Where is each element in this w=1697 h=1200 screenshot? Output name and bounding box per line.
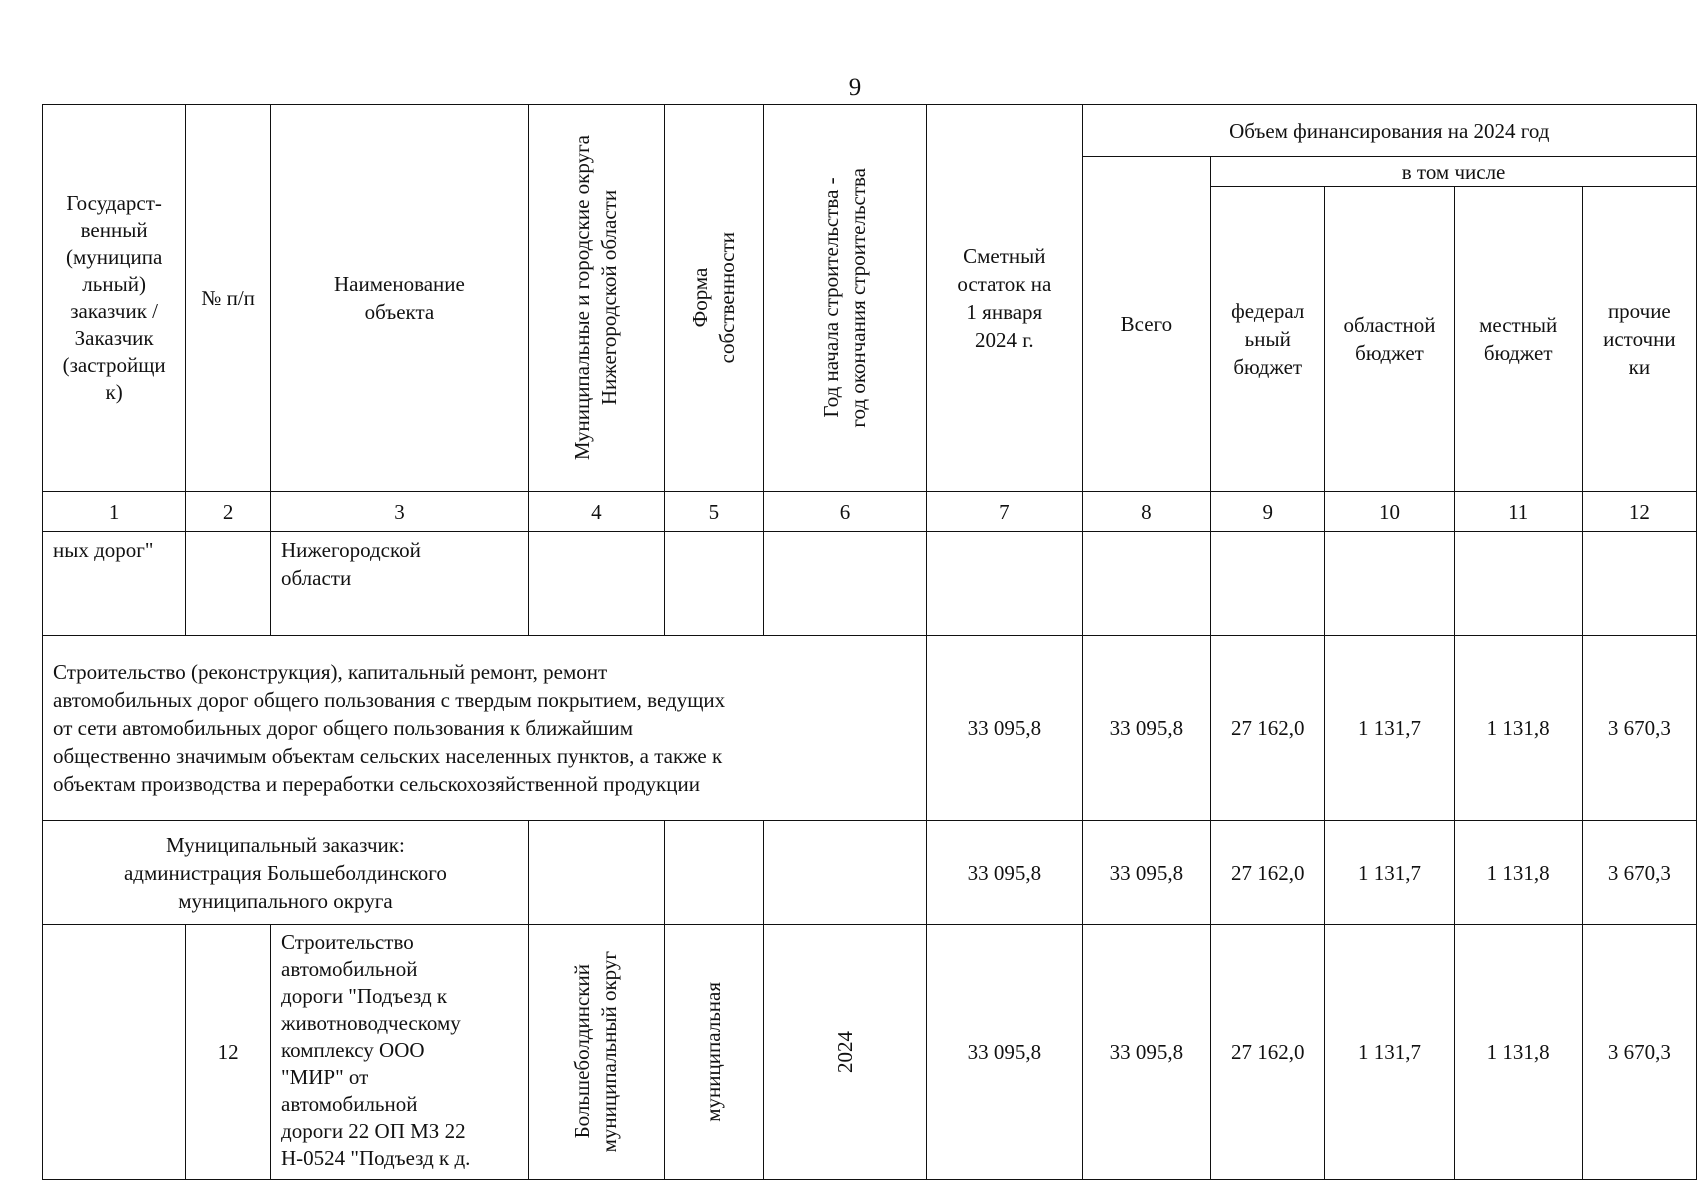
object-row (43, 925, 1697, 1180)
customer-row (43, 821, 1697, 925)
object-total: 33 095,8 (1082, 925, 1211, 1180)
empty-cell (664, 821, 763, 925)
empty-cell (1454, 532, 1582, 636)
column-number: 10 (1325, 492, 1454, 532)
header-other: прочие источни ки (1582, 187, 1696, 492)
section-local: 1 131,8 (1454, 636, 1582, 821)
continuation-num (186, 532, 271, 636)
object-year-text: 2024 (832, 1031, 857, 1073)
section-federal: 27 162,0 (1211, 636, 1325, 821)
header-years-text: Год начала строительства - год окончания строительства (819, 168, 870, 428)
object-local: 1 131,8 (1454, 925, 1582, 1180)
section-estimate: 33 095,8 (927, 636, 1083, 821)
object-estimate: 33 095,8 (927, 925, 1083, 1180)
empty-cell (1325, 532, 1454, 636)
continuation-object-name: Нижегородской области (271, 532, 529, 636)
column-number: 2 (186, 492, 271, 532)
header-funding-title: Объем финансирования на 2024 год (1082, 105, 1696, 157)
section-row (43, 636, 1697, 821)
column-number: 9 (1211, 492, 1325, 532)
customer-federal: 27 162,0 (1211, 821, 1325, 925)
header-num: № п/п (186, 105, 271, 492)
object-ownership-text: муниципальная (701, 982, 726, 1122)
section-other: 3 670,3 (1582, 636, 1696, 821)
empty-cell (927, 532, 1083, 636)
empty-cell (664, 532, 763, 636)
header-district (528, 105, 664, 492)
customer-title: Муниципальный заказчик: администрация Большеболдинского муниципального округа (43, 821, 529, 925)
column-number-row (43, 492, 1697, 532)
column-number: 8 (1082, 492, 1211, 532)
object-year (764, 925, 927, 1180)
object-district-text: Большеболдинский муниципальный округ (570, 951, 622, 1153)
header-total: Всего (1082, 157, 1211, 492)
header-local: местный бюджет (1454, 187, 1582, 492)
page-number: 9 (848, 74, 862, 101)
empty-cell (43, 925, 186, 1180)
object-other: 3 670,3 (1582, 925, 1696, 1180)
empty-cell (1582, 532, 1696, 636)
header-including: в том числе (1211, 157, 1697, 187)
header-ownership-text: Форма собственности (687, 232, 739, 364)
header-customer: Государст- венный (муниципа льный) заказчик / Заказчик (застройщи к) (43, 105, 186, 492)
header-regional: областной бюджет (1325, 187, 1454, 492)
financing-table (42, 104, 1697, 1180)
customer-local: 1 131,8 (1454, 821, 1582, 925)
section-total: 33 095,8 (1082, 636, 1211, 821)
column-number: 3 (271, 492, 529, 532)
empty-cell (764, 821, 927, 925)
empty-cell (764, 532, 927, 636)
header-object-name: Наименование объекта (271, 105, 529, 492)
header-ownership (664, 105, 763, 492)
object-name: Строительство автомобильной дороги "Подъезд к животноводческому комплексу ООО "МИР" от автомобильной дороги 22 ОП МЗ 22 Н-0524 "Подъезд к д. (271, 925, 529, 1180)
header-estimate: Сметный остаток на 1 января 2024 г. (927, 105, 1083, 492)
object-regional: 1 131,7 (1325, 925, 1454, 1180)
object-ownership (664, 925, 763, 1180)
customer-regional: 1 131,7 (1325, 821, 1454, 925)
column-number: 5 (664, 492, 763, 532)
header-years (764, 105, 927, 492)
continuation-customer: ных дорог" (43, 532, 186, 636)
customer-total: 33 095,8 (1082, 821, 1211, 925)
column-number: 4 (528, 492, 664, 532)
continuation-row (43, 532, 1697, 636)
object-federal: 27 162,0 (1211, 925, 1325, 1180)
object-district (528, 925, 664, 1180)
column-number: 11 (1454, 492, 1582, 532)
header-federal: федерал ьный бюджет (1211, 187, 1325, 492)
column-number: 12 (1582, 492, 1696, 532)
empty-cell (528, 821, 664, 925)
section-title: Строительство (реконструкция), капитальный ремонт, ремонт автомобильных дорог общего пользования с твердым покрытием, ведущих от сети автомобильных дорог общего пользования к ближайшим общественно значимым объектам сельских населенных пунктов, а также к объектам производства и переработки сельскохозяйственной продукции (43, 636, 927, 821)
column-number: 6 (764, 492, 927, 532)
object-num: 12 (186, 925, 271, 1180)
section-regional: 1 131,7 (1325, 636, 1454, 821)
empty-cell (1082, 532, 1211, 636)
column-number: 7 (927, 492, 1083, 532)
customer-other: 3 670,3 (1582, 821, 1696, 925)
empty-cell (528, 532, 664, 636)
header-district-text: Муниципальные и городские округа Нижегородской области (570, 135, 622, 461)
empty-cell (1211, 532, 1325, 636)
column-number: 1 (43, 492, 186, 532)
customer-estimate: 33 095,8 (927, 821, 1083, 925)
